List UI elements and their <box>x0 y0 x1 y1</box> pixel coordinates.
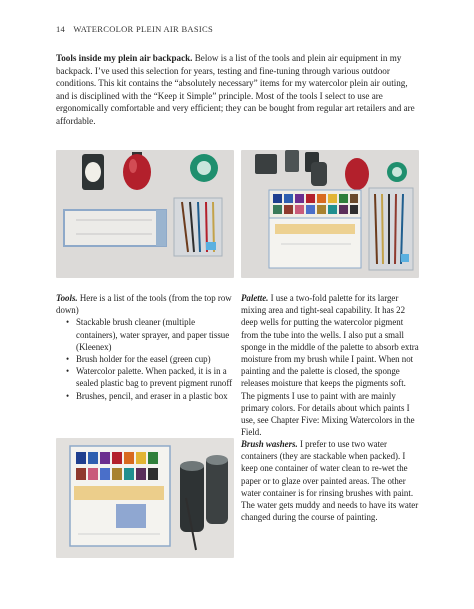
palette-heading: Palette. <box>241 293 269 303</box>
intro-paragraph <box>56 52 418 128</box>
photo-open-palette <box>241 150 419 278</box>
washers-heading: Brush washers. <box>241 439 298 449</box>
list-item: • Brushes, pencil, and eraser in a plastic box <box>66 390 234 402</box>
palette-body: I use a two-fold palette for its larger mixing area and tight-seal capability. It has 22 deep wells for putting the watercolor pigment from the tube into the wells. I also put a small sponge in the middle of the palette to absorb extra moisture from my brush while I paint. When not painting and the palette is closed, the sponge releases moisture that keeps the pigments soft. The pigments I use to paint with are mainly primary colors. For details about which paints I use, see Chapter Five: Mixing Watercolors in the Field. <box>241 293 419 438</box>
running-title: WATERCOLOR PLEIN AIR BASICS <box>73 24 214 34</box>
intro-heading: Tools inside my plein air backpack. <box>56 53 193 63</box>
list-item: • Stackable brush cleaner (multiple containers), water sprayer, and paper tissue (Kleenex) <box>66 316 234 353</box>
tools-lead: Here is a list of the tools (from the top row down) <box>56 293 232 316</box>
photo-brush-washers <box>56 438 234 558</box>
list-item: • Brush holder for the easel (green cup) <box>66 353 234 365</box>
washers-section <box>241 438 419 523</box>
tools-heading: Tools. <box>56 293 78 303</box>
washers-body: I prefer to use two water containers (they are stackable when packed). I keep one container of water clean to re-wet the paper or to glaze over painted areas. The other water container is for rinsing brushes with paint. The water gets muddy and needs to have its water changed during the course of painting. <box>241 439 419 523</box>
running-header <box>56 24 213 34</box>
packed-tools-illustration <box>56 150 234 278</box>
intro-body: Below is a list of the tools and plein air equipment in my backpack. I’ve used this selection for years, testing and fine-tuning through various outdoor conditions. This kit contains the “absolutely necessary” items for my watercolor plein air outing, and is disciplined with the “Keep it Simple” principle. Most of the tools I select to use are ergonomically comfortable and very efficient; they can be bought from regular art retailers and are affordable. <box>56 53 415 126</box>
palette-section <box>241 292 419 438</box>
photo-packed-tools <box>56 150 234 278</box>
tools-section <box>56 292 234 402</box>
tools-list <box>56 316 234 401</box>
page-number: 14 <box>56 24 66 34</box>
open-palette-illustration <box>241 150 419 278</box>
list-item: • Watercolor palette. When packed, it is in a sealed plastic bag to prevent pigment runoff <box>66 365 234 389</box>
tools-intro <box>56 292 234 316</box>
brush-washers-illustration <box>56 438 234 558</box>
